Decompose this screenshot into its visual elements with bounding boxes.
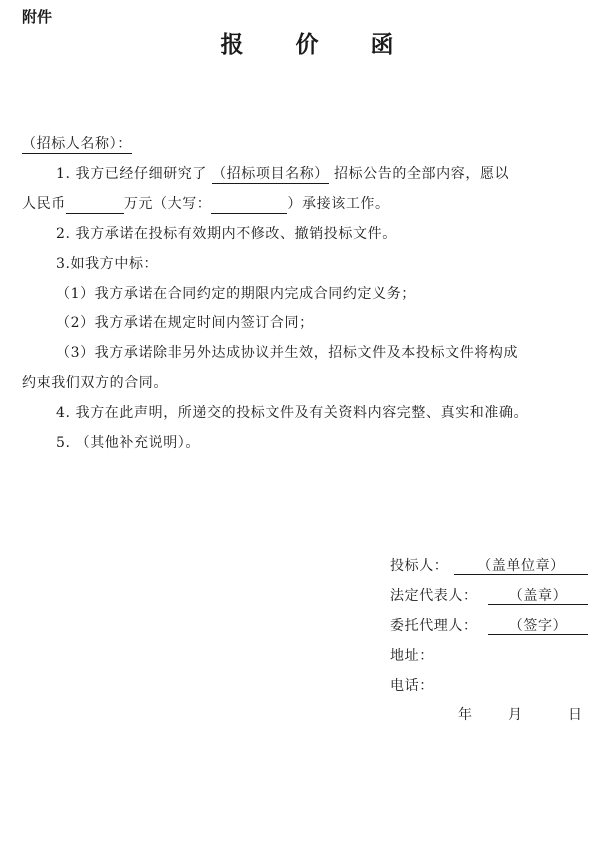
unit-label: 万元（大写： <box>123 196 212 212</box>
recipient-line <box>22 134 132 154</box>
currency-label: 人民币 <box>22 196 66 212</box>
legal-rep-label: 法定代表人： <box>390 588 478 604</box>
agent-signature-field: （签字） <box>488 615 588 635</box>
item-2: 2. 我方承诺在投标有效期内不修改、撤销投标文件。 <box>56 226 397 242</box>
bidder-label: 投标人： <box>390 558 449 574</box>
address-label: 地址： <box>390 648 434 664</box>
recipient-name-field: （招标人名称）： <box>22 136 132 152</box>
phone-label: 电话： <box>390 678 434 694</box>
agent-row <box>390 615 590 635</box>
date-month: 月 <box>508 707 523 723</box>
legal-rep-seal-field: （盖章） <box>488 585 588 605</box>
item-1-line-1 <box>56 164 509 184</box>
amount-blank <box>66 197 124 214</box>
item-3-sub-3-line-2: 约束我们双方的合同。 <box>22 375 168 391</box>
item-3-sub-1: （1）我方承诺在合同约定的期限内完成合同约定义务； <box>56 286 416 302</box>
item-3-sub-3-line-1: （3）我方承诺除非另外达成协议并生效，招标文件及本投标文件将构成 <box>56 345 519 361</box>
item-3-sub-2: （2）我方承诺在规定时间内签订合同； <box>56 315 314 331</box>
item-1-prefix: 1. 我方已经仔细研究了 <box>56 166 208 182</box>
project-name-field: （招标项目名称） <box>212 166 329 182</box>
bidder-seal-field: （盖单位章） <box>454 555 588 575</box>
item-4: 4. 我方在此声明，所递交的投标文件及有关资料内容完整、真实和准确。 <box>56 405 529 421</box>
date-year: 年 <box>458 707 473 723</box>
item-1-tail: ）承接该工作。 <box>287 196 390 212</box>
document-title: 报 价 函 <box>220 31 416 58</box>
item-1-line-2 <box>22 194 390 214</box>
item-3-head: 3.如我方中标： <box>56 256 159 272</box>
bidder-row <box>390 555 590 575</box>
agent-label: 委托代理人： <box>390 618 478 634</box>
item-5: 5. （其他补充说明）。 <box>56 435 201 451</box>
attachment-label: 附件 <box>22 8 53 26</box>
item-1-suffix: 招标公告的全部内容，愿以 <box>333 166 510 182</box>
date-day: 日 <box>568 707 583 723</box>
legal-rep-row <box>390 585 590 605</box>
amount-words-blank <box>211 197 287 214</box>
